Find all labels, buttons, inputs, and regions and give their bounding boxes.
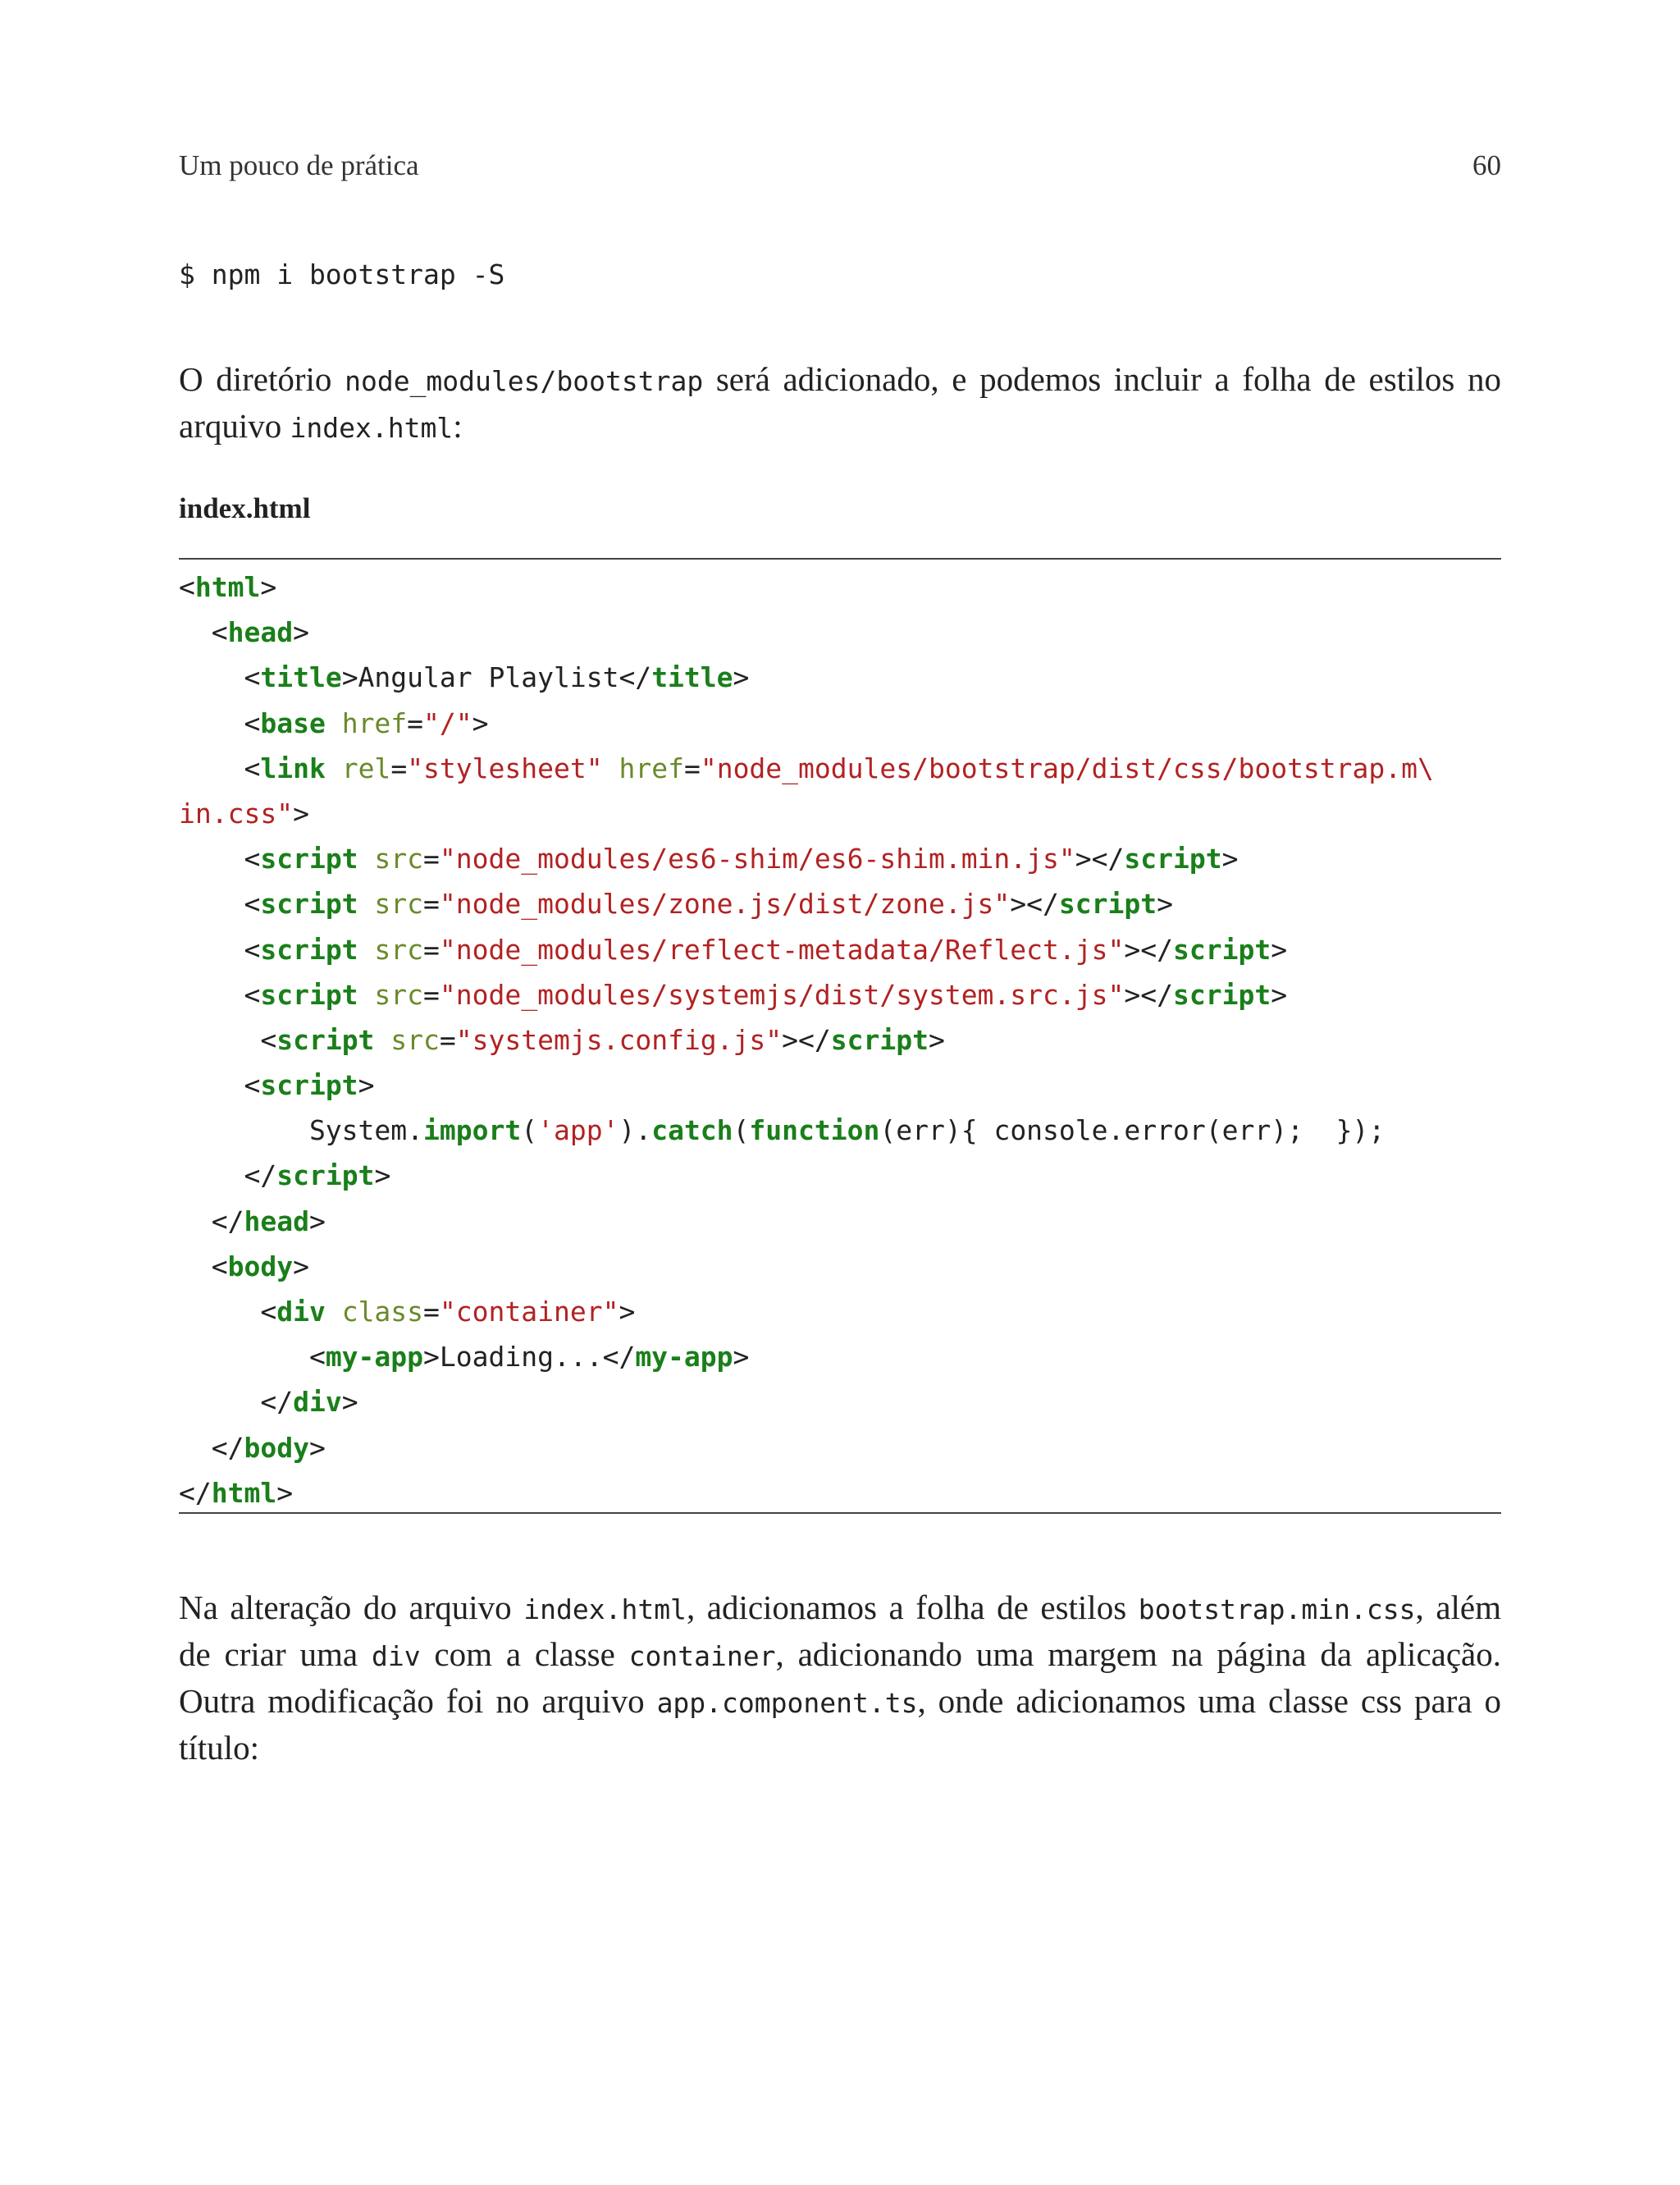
code-listing xyxy=(179,565,1501,1515)
code-token: > xyxy=(472,706,489,739)
code-token: script xyxy=(260,843,358,875)
inline-code: bootstrap.min.css xyxy=(1138,1593,1416,1625)
code-token: > xyxy=(293,797,309,830)
code-token: < xyxy=(179,571,195,603)
code-token: script xyxy=(1058,888,1157,921)
code-token: "container" xyxy=(439,1296,619,1328)
code-line xyxy=(179,881,1501,926)
code-token: "node_modules/systemjs/dist/system.src.js" xyxy=(439,978,1125,1011)
code-token: = xyxy=(423,1296,440,1328)
code-token: href xyxy=(602,752,684,784)
inline-code: index.html xyxy=(523,1593,687,1625)
paragraph-text: , adicionando uma margem na página da aplicação. Outra modificação foi no arquivo xyxy=(179,1635,1501,1720)
code-token: < xyxy=(179,1250,228,1282)
code-line xyxy=(179,1289,1501,1334)
code-token: my-app xyxy=(325,1341,424,1374)
code-token: 'app' xyxy=(537,1114,619,1147)
code-token: class xyxy=(325,1296,424,1328)
code-token: ( xyxy=(733,1114,750,1147)
code-token: src xyxy=(358,978,424,1011)
inline-code: div xyxy=(371,1640,421,1672)
code-line xyxy=(179,1244,1501,1289)
code-line xyxy=(179,1199,1501,1244)
code-token: </ xyxy=(179,1159,277,1192)
code-token: body xyxy=(227,1250,294,1282)
code-token: script xyxy=(1172,933,1271,966)
paragraph-text: , adicionamos a folha de estilos xyxy=(686,1588,1139,1626)
code-token: </ xyxy=(179,1476,212,1509)
code-token: body xyxy=(244,1431,309,1464)
code-token: < xyxy=(179,1069,261,1102)
code-token: > xyxy=(308,1204,326,1237)
running-header xyxy=(179,149,1501,182)
code-line xyxy=(179,655,1501,700)
code-token: < xyxy=(179,1341,326,1374)
code-token: < xyxy=(179,752,261,784)
code-line xyxy=(179,746,1501,791)
code-token: = xyxy=(683,752,701,784)
code-token: "node_modules/bootstrap/dist/css/bootstrap.m\ xyxy=(700,752,1434,784)
code-line xyxy=(179,1379,1501,1424)
code-line xyxy=(179,701,1501,746)
code-token: > xyxy=(293,616,309,649)
code-token: link xyxy=(260,752,326,784)
code-token: < xyxy=(179,978,261,1011)
code-token: title xyxy=(260,661,342,694)
paragraph-text: : xyxy=(453,407,463,445)
code-token: < xyxy=(179,1296,277,1328)
code-token: </ xyxy=(179,1386,294,1419)
code-token: < xyxy=(179,616,228,649)
code-token: = xyxy=(423,843,440,875)
code-token: script xyxy=(260,888,358,921)
paragraph-text: , onde adicionamos uma classe css para o título: xyxy=(179,1682,1501,1767)
code-token: div xyxy=(293,1386,342,1419)
code-token: >Angular Playlist</ xyxy=(341,661,652,694)
code-token: script xyxy=(276,1159,375,1192)
code-token: script xyxy=(260,933,358,966)
explanation-paragraph xyxy=(179,1585,1501,1771)
code-token: rel xyxy=(325,752,391,784)
code-token: > xyxy=(374,1159,391,1192)
code-bottom-rule xyxy=(179,1512,1501,1514)
code-token: < xyxy=(179,1023,277,1056)
code-line xyxy=(179,565,1501,610)
code-token: > xyxy=(276,1476,294,1509)
code-token: html xyxy=(211,1476,277,1509)
code-token: ). xyxy=(619,1114,652,1147)
code-token: = xyxy=(407,706,424,739)
code-token: > xyxy=(733,1341,750,1374)
code-token: src xyxy=(358,888,424,921)
code-token: = xyxy=(423,978,440,1011)
paragraph-text: Na alteração do arquivo xyxy=(179,1588,524,1626)
code-token: head xyxy=(244,1204,309,1237)
inline-code: index.html xyxy=(290,412,454,444)
code-line xyxy=(179,1017,1501,1063)
code-token: </ xyxy=(179,1204,244,1237)
code-token: "/" xyxy=(423,706,472,739)
code-token: > xyxy=(619,1296,636,1328)
code-token: "stylesheet" xyxy=(407,752,603,784)
code-token: title xyxy=(651,661,733,694)
code-token: ( xyxy=(521,1114,538,1147)
code-token: > xyxy=(928,1023,945,1056)
code-line xyxy=(179,972,1501,1017)
code-line xyxy=(179,1063,1501,1108)
code-token: >Loading...</ xyxy=(423,1341,636,1374)
code-line xyxy=(179,927,1501,972)
code-line xyxy=(179,610,1501,655)
code-token: < xyxy=(179,888,261,921)
paragraph-text: O diretório xyxy=(179,360,345,398)
code-token: ></ xyxy=(1010,888,1059,921)
code-token: my-app xyxy=(635,1341,733,1374)
code-token: > xyxy=(1157,888,1173,921)
code-token: head xyxy=(227,616,294,649)
paragraph-text: será adicionado, e podemos incluir a folha de estilos no arquivo xyxy=(179,360,1501,445)
code-token: = xyxy=(423,888,440,921)
code-line xyxy=(179,1153,1501,1198)
code-token: in.css" xyxy=(179,797,294,830)
code-token: html xyxy=(194,571,261,603)
code-token: ></ xyxy=(1075,843,1125,875)
inline-code: app.component.ts xyxy=(656,1687,918,1719)
code-token: > xyxy=(293,1250,309,1282)
code-token: src xyxy=(358,933,424,966)
code-token: script xyxy=(830,1023,929,1056)
chapter-title: Um pouco de prática xyxy=(179,149,419,181)
code-token: System. xyxy=(179,1114,424,1147)
code-token: < xyxy=(179,661,261,694)
code-token: src xyxy=(358,843,424,875)
code-token: src xyxy=(374,1023,440,1056)
code-token: ></ xyxy=(1124,978,1173,1011)
code-token: script xyxy=(1124,843,1222,875)
code-token: = xyxy=(390,752,408,784)
code-token: "node_modules/zone.js/dist/zone.js" xyxy=(439,888,1011,921)
code-line xyxy=(179,1425,1501,1470)
code-line xyxy=(179,1334,1501,1379)
code-token: < xyxy=(179,706,261,739)
code-token: catch xyxy=(651,1114,733,1147)
code-token: script xyxy=(276,1023,375,1056)
code-token: > xyxy=(260,571,277,603)
intro-paragraph xyxy=(179,357,1501,450)
inline-code: node_modules/bootstrap xyxy=(345,365,704,397)
code-token: ></ xyxy=(1124,933,1173,966)
code-token: href xyxy=(325,706,408,739)
code-line xyxy=(179,791,1501,836)
code-token: < xyxy=(179,843,261,875)
paragraph-text: , além de criar uma xyxy=(179,1588,1501,1673)
code-token: "systemjs.config.js" xyxy=(455,1023,783,1056)
code-token: script xyxy=(260,978,358,1011)
code-token: < xyxy=(179,933,261,966)
code-listing-title: index.html xyxy=(179,492,311,524)
code-token: > xyxy=(1271,978,1288,1011)
code-token: function xyxy=(749,1114,880,1147)
code-line xyxy=(179,1470,1501,1515)
code-token: (err){ console.error(err); }); xyxy=(879,1114,1386,1147)
code-token: ></ xyxy=(782,1023,831,1056)
code-token: > xyxy=(308,1431,326,1464)
code-token: > xyxy=(358,1069,375,1102)
code-token: "node_modules/es6-shim/es6-shim.min.js" xyxy=(439,843,1075,875)
code-token: script xyxy=(1172,978,1271,1011)
code-token: import xyxy=(423,1114,522,1147)
inline-code: container xyxy=(628,1640,776,1672)
code-token: > xyxy=(1221,843,1239,875)
code-token: script xyxy=(260,1069,358,1102)
code-token: > xyxy=(733,661,750,694)
code-token: base xyxy=(260,706,326,739)
code-token: "node_modules/reflect-metadata/Reflect.js" xyxy=(439,933,1125,966)
code-token: </ xyxy=(179,1431,244,1464)
paragraph-text: com a classe xyxy=(420,1635,629,1673)
code-line xyxy=(179,836,1501,881)
code-token: > xyxy=(1271,933,1288,966)
code-top-rule xyxy=(179,558,1501,560)
code-token: > xyxy=(341,1386,358,1419)
code-line xyxy=(179,1108,1501,1153)
shell-command: $ npm i bootstrap -S xyxy=(179,258,505,290)
code-token: = xyxy=(423,933,440,966)
code-token: div xyxy=(276,1296,326,1328)
code-token: = xyxy=(439,1023,456,1056)
page-number: 60 xyxy=(1472,149,1501,181)
